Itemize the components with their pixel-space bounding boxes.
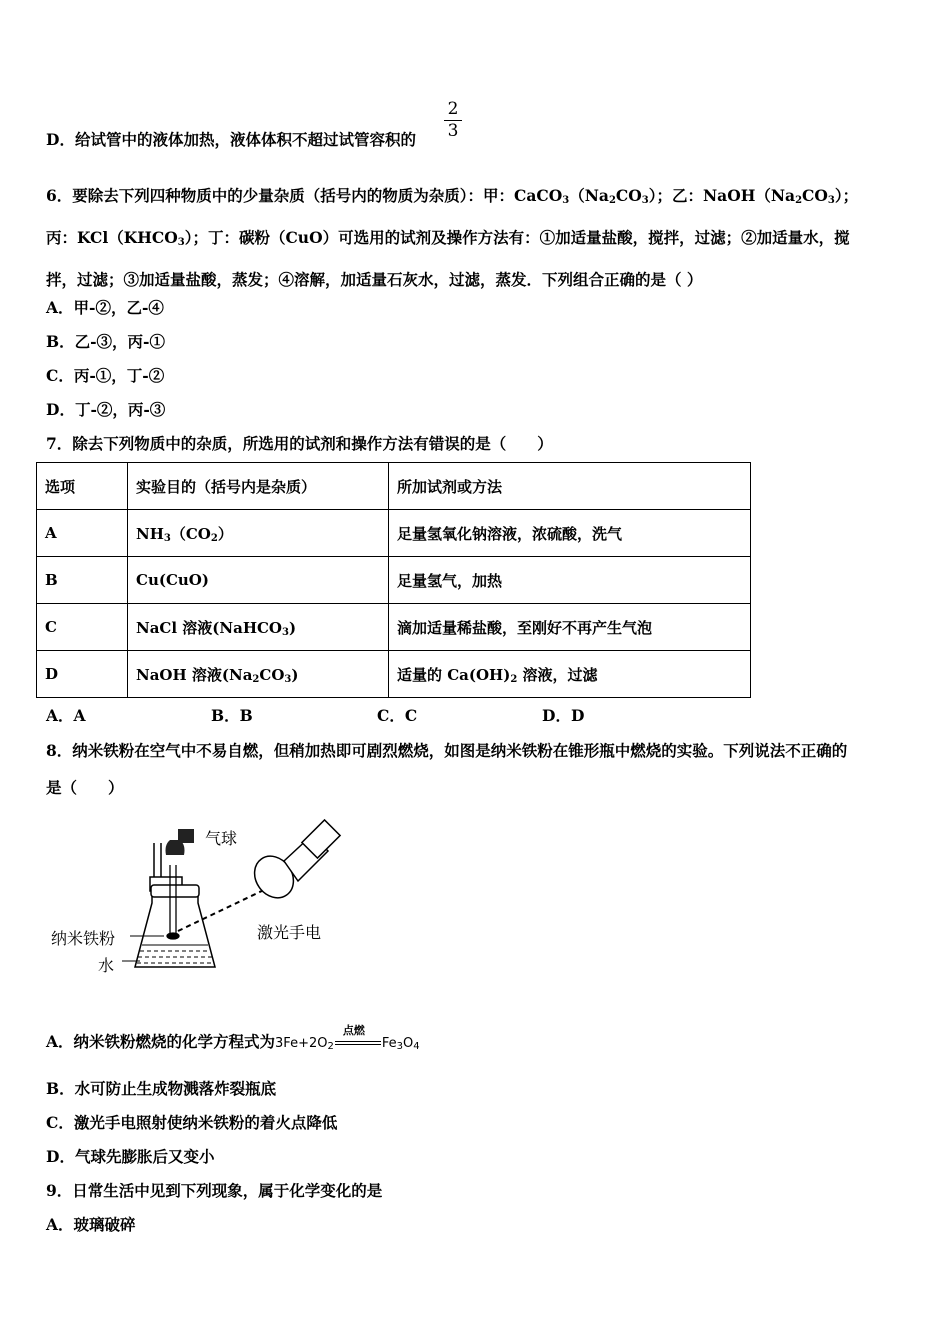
table-row: [37, 604, 751, 651]
row-target: NaCl 溶液(NaHCO$_3$): [128, 604, 389, 651]
label-balloon: 气球: [205, 829, 238, 848]
q7-answer-a: A．A: [46, 706, 86, 725]
q8-option-d: D．气球先膨胀后又变小: [46, 1147, 215, 1166]
q8-stem-line-1: 8．纳米铁粉在空气中不易自燃，但稍加热即可剧烈燃烧，如图是纳米铁粉在锥形瓶中燃烧的实验。下列说法不正确的: [46, 741, 848, 760]
row-target: $NH_3(CO_2)$: [128, 510, 389, 557]
q9-stem: 9．日常生活中见到下列现象，属于化学变化的是: [46, 1181, 383, 1200]
fraction-numerator: 2: [447, 99, 459, 119]
equation-left: $3Fe+2O_2$: [275, 1036, 334, 1052]
q6-stem: [46, 177, 906, 298]
table-header-row: [37, 463, 751, 510]
q7-table: [36, 462, 751, 698]
q8-option-c: C．激光手电照射使纳米铁粉的着火点降低: [46, 1113, 338, 1132]
water-icon: [137, 945, 213, 963]
q6-option-a: A．甲-②，乙-④: [46, 298, 164, 317]
row-method: 滴加适量稀盐酸，至刚好不再产生气泡: [389, 604, 751, 651]
experiment-figure: [40, 815, 360, 985]
label-laser: 激光手电: [257, 923, 322, 942]
label-water: 水: [98, 956, 115, 975]
q6-line-2: 丙：$KCl(KHCO_3)$；丁：碳粉（CuO）可选用的试剂及操作方法有：①加适量盐酸，搅拌，过滤；②加适量水，搅: [46, 228, 850, 248]
q8-stem-line-2: 是（ ）: [46, 778, 124, 797]
q7-answer-d: D．D: [542, 706, 585, 725]
table-row: [37, 557, 751, 604]
row-method: 足量氢氧化钠溶液，浓硫酸，洗气: [389, 510, 751, 557]
q6-option-b: B．乙-③，丙-①: [46, 332, 165, 351]
q7-answer-b: B．B: [211, 706, 253, 725]
row-target: NaOH 溶液$(Na_2CO_3)$: [128, 651, 389, 698]
q9-option-a: A．玻璃破碎: [46, 1215, 136, 1234]
q6-option-d: D．丁-②，丙-③: [46, 400, 166, 419]
q7-stem: 7．除去下列物质中的杂质，所选用的试剂和操作方法有错误的是（ ）: [46, 434, 553, 453]
row-option: D: [37, 651, 128, 698]
header-option: 选项: [37, 463, 128, 510]
q6-option-c: C．丙-①，丁-②: [46, 366, 165, 385]
balloon-icon: [166, 829, 195, 855]
q7-answer-c: C．C: [377, 706, 418, 725]
equation-right: $Fe_3O_4$: [381, 1036, 420, 1052]
row-target: Cu(CuO): [128, 557, 389, 604]
row-option: B: [37, 557, 128, 604]
row-option: C: [37, 604, 128, 651]
header-target: 实验目的（括号内是杂质）: [128, 463, 389, 510]
fraction-two-thirds: [444, 100, 462, 141]
row-method: 适量的 $Ca(OH)_2$ 溶液，过滤: [389, 651, 751, 698]
q6-line-3: 拌，过滤；③加适量盐酸，蒸发；④溶解，加适量石灰水，过滤，蒸发．下列组合正确的是（ ）: [46, 270, 703, 289]
table-row: [37, 510, 751, 557]
q6-line-1: 6．要除去下列四种物质中的少量杂质（括号内的物质为杂质）：甲：$CaCO_3(Na_2CO_3)$；乙：$NaOH(Na_2CO_3)$；: [46, 186, 859, 206]
row-method: 足量氢气，加热: [389, 557, 751, 604]
reaction-arrow: 点燃: [335, 1036, 381, 1050]
row-option: A: [37, 510, 128, 557]
table-row: [37, 651, 751, 698]
conical-flask-icon: [135, 843, 215, 967]
q5-option-d: D．给试管中的液体加热，液体体积不超过试管容积的: [46, 130, 416, 149]
fraction-denominator: 3: [447, 121, 459, 141]
glass-tube-icon: [167, 865, 179, 939]
q8-option-b: B．水可防止生成物溅落炸裂瓶底: [46, 1079, 277, 1098]
label-iron-powder: 纳米铁粉: [51, 929, 116, 948]
q8-option-a: A．纳米铁粉燃烧的化学方程式为$3Fe+2O_2$ 点燃 $Fe_3O_4$: [46, 1024, 420, 1052]
header-method: 所加试剂或方法: [389, 463, 751, 510]
